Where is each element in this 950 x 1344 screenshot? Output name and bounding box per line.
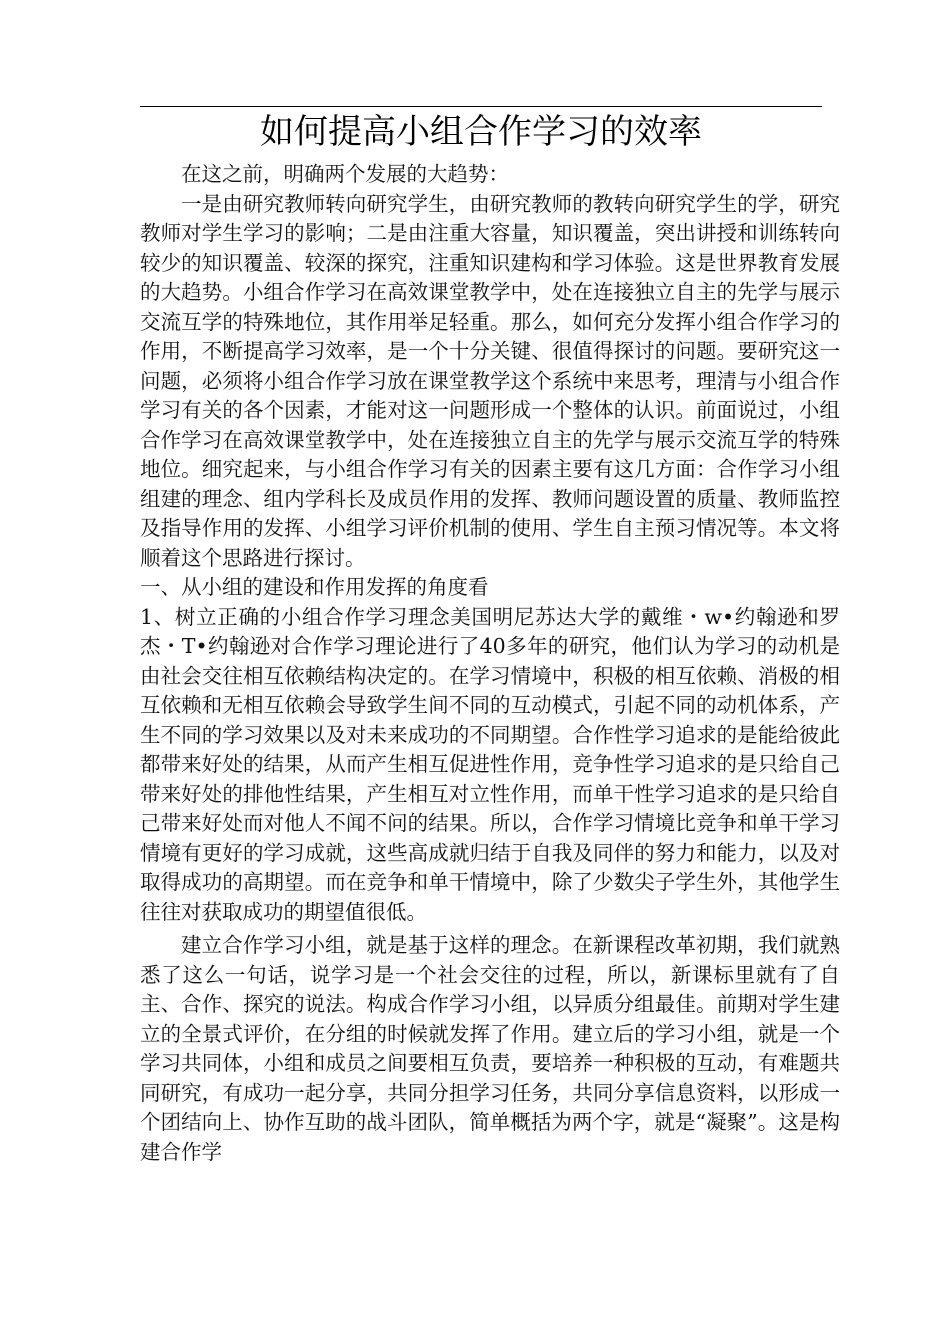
document-body [140, 160, 840, 1167]
section-heading-1: 一、从小组的建设和作用发挥的角度看 [140, 575, 489, 599]
paragraph-concept: 1、树立正确的小组合作学习理念美国明尼苏达大学的戴维・w•约翰逊和罗杰・T•约翰逊对合作学习理论进行了40多年的研究，他们认为学习的动机是由社会交往相互依赖结构决定的。在学习情境中，积极的相互依赖、消极的相互依赖和无相互依赖会导致学生间不同的互动模式，引起不同的动机体系，产生不同的学习效果以及对未来成功的不同期望。合作性学习追求的是能给彼此都带来好处的结果，从而产生相互促进性作用，竞争性学习追求的是只给自己带来好处的排他性结果，产生相互对立性作用，而单干性学习追求的是只给自己带来好处而对他人不闻不问的结果。所以，合作学习情境比竞争和单干学习情境有更好的学习成就，这些高成就归结于自我及同伴的努力和能力，以及对取得成功的高期望。而在竞争和单干情境中，除了少数尖子学生外，其他学生往往对获取成功的期望值很低。 [140, 604, 840, 924]
paragraph-group-building: 建立合作学习小组，就是基于这样的理念。在新课程改革初期，我们就熟悉了这么一句话，说学习是一个社会交往的过程，所以，新课标里就有了自主、合作、探究的说法。构成合作学习小组，以异质分组最佳。前期对学生建立的全景式评价，在分组的时候就发挥了作用。建立后的学习小组，就是一个学习共同体，小组和成员之间要相互负责，要培养一种积极的互动，有难题共同研究，有成功一起分享，共同分担学习任务，共同分享信息资料，以形成一个团结向上、协作互助的战斗团队，简单概括为两个字，就是“凝聚”。这是构建合作学 [140, 933, 840, 1164]
document-title: 如何提高小组合作学习的效率 [260, 112, 702, 152]
header-rule [140, 106, 822, 107]
paragraph-intro: 在这之前，明确两个发展的大趋势： [181, 162, 509, 186]
paragraph-trends: 一是由研究教师转向研究学生，由研究教师的教转向研究学生的学，研究教师对学生学习的影响；二是由注重大容量，知识覆盖，突出讲授和训练转向较少的知识覆盖、较深的探究，注重知识建构和学习体验。这是世界教育发展的大趋势。小组合作学习在高效课堂教学中，处在连接独立自主的先学与展示交流互学的特殊地位，其作用举足轻重。那么，如何充分发挥小组合作学习的作用，不断提高学习效率，是一个十分关键、很值得探讨的问题。要研究这一问题，必须将小组合作学习放在课堂教学这个系统中来思考，理清与小组合作学习有关的各个因素，才能对这一问题形成一个整体的认识。前面说过，小组合作学习在高效课堂教学中，处在连接独立自主的先学与展示交流互学的特殊地位。细究起来，与小组合作学习有关的因素主要有这几方面：合作学习小组组建的理念、组内学科长及成员作用的发挥、教师问题设置的质量、教师监控及指导作用的发挥、小组学习评价机制的使用、学生自主预习情况等。本文将顺着这个思路进行探讨。 [140, 191, 840, 570]
